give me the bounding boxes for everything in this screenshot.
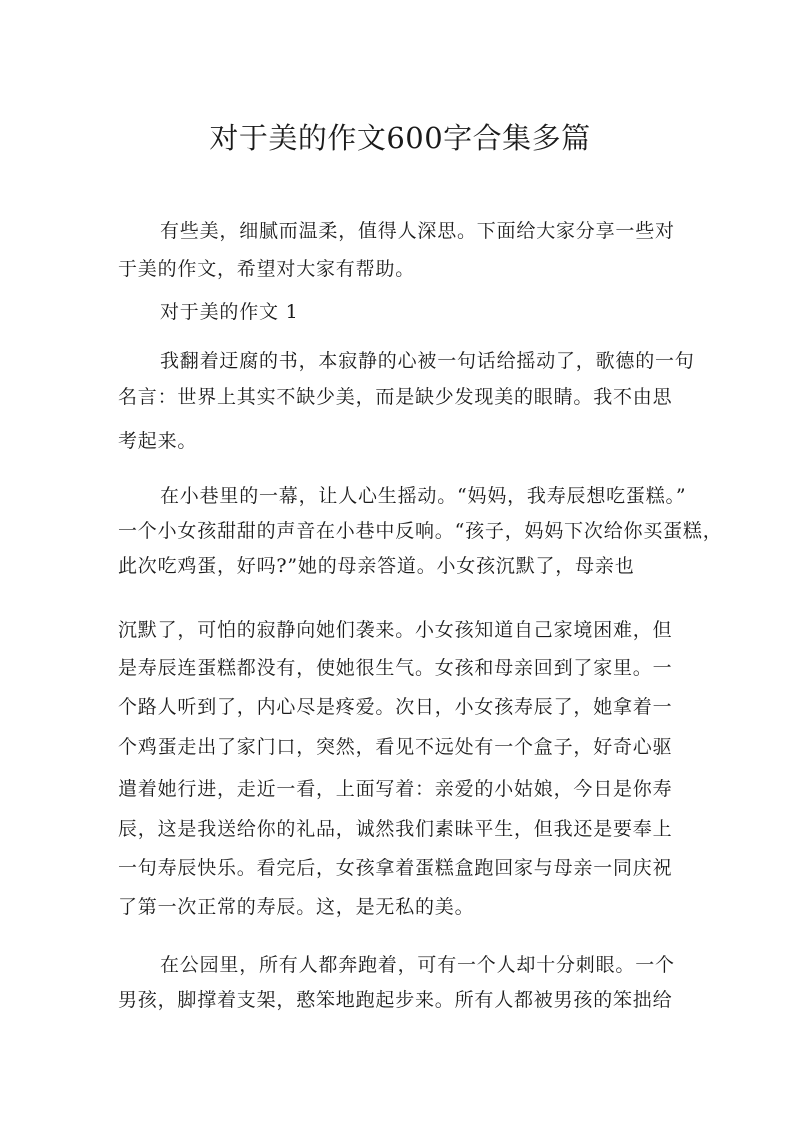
paragraph-line: 在公园里，所有人都奔跑着，可有一个人却十分刺眼。一个 bbox=[160, 954, 675, 976]
paragraph-line: 个鸡蛋走出了家门口，突然，看见不远处有一个盒子，好奇心驱 bbox=[118, 736, 673, 758]
paragraph-line: 名言：世界上其实不缺少美，而是缺少发现美的眼睛。我不由思 bbox=[118, 386, 673, 408]
document-title: 对于美的作文600字合集多篇 bbox=[209, 121, 591, 155]
paragraph-line: 我翻着迂腐的书，本寂静的心被一句话给摇动了，歌德的一句 bbox=[160, 350, 695, 372]
paragraph-line: 男孩，脚撑着支架，憨笨地跑起步来。所有人都被男孩的笨拙给 bbox=[118, 989, 673, 1011]
paragraph-line: 此次吃鸡蛋，好吗?”她的母亲答道。小女孩沉默了，母亲也 bbox=[118, 555, 635, 577]
paragraph-line: 一句寿辰快乐。看完后，女孩拿着蛋糕盒跑回家与母亲一同庆祝 bbox=[118, 857, 673, 879]
paragraph-line: 一个小女孩甜甜的声音在小巷中反响。“孩子，妈妈下次给你买蛋糕， bbox=[118, 520, 723, 542]
paragraph-line: 是寿辰连蛋糕都没有，使她很生气。女孩和母亲回到了家里。一 bbox=[118, 657, 673, 679]
paragraph-line: 个路人听到了，内心尽是疼爱。次日，小女孩寿辰了，她拿着一 bbox=[118, 696, 673, 718]
paragraph-line: 考起来。 bbox=[118, 430, 198, 452]
section-heading: 对于美的作文 1 bbox=[160, 301, 299, 323]
paragraph-line: 有些美，细腻而温柔，值得人深思。下面给大家分享一些对 bbox=[160, 220, 675, 242]
paragraph-line: 了第一次正常的寿辰。这，是无私的美。 bbox=[118, 896, 475, 918]
paragraph-line: 沉默了，可怕的寂静向她们袭来。小女孩知道自己家境困难，但 bbox=[118, 619, 673, 641]
paragraph-line: 在小巷里的一幕，让人心生摇动。“妈妈，我寿辰想吃蛋糕。” bbox=[160, 485, 687, 507]
paragraph-line: 辰，这是我送给你的礼品，诚然我们素昧平生，但我还是要奉上 bbox=[118, 818, 673, 840]
paragraph-line: 于美的作文，希望对大家有帮助。 bbox=[118, 258, 416, 280]
paragraph-line: 遣着她行进，走近一看，上面写着：亲爱的小姑娘，今日是你寿 bbox=[118, 778, 673, 800]
